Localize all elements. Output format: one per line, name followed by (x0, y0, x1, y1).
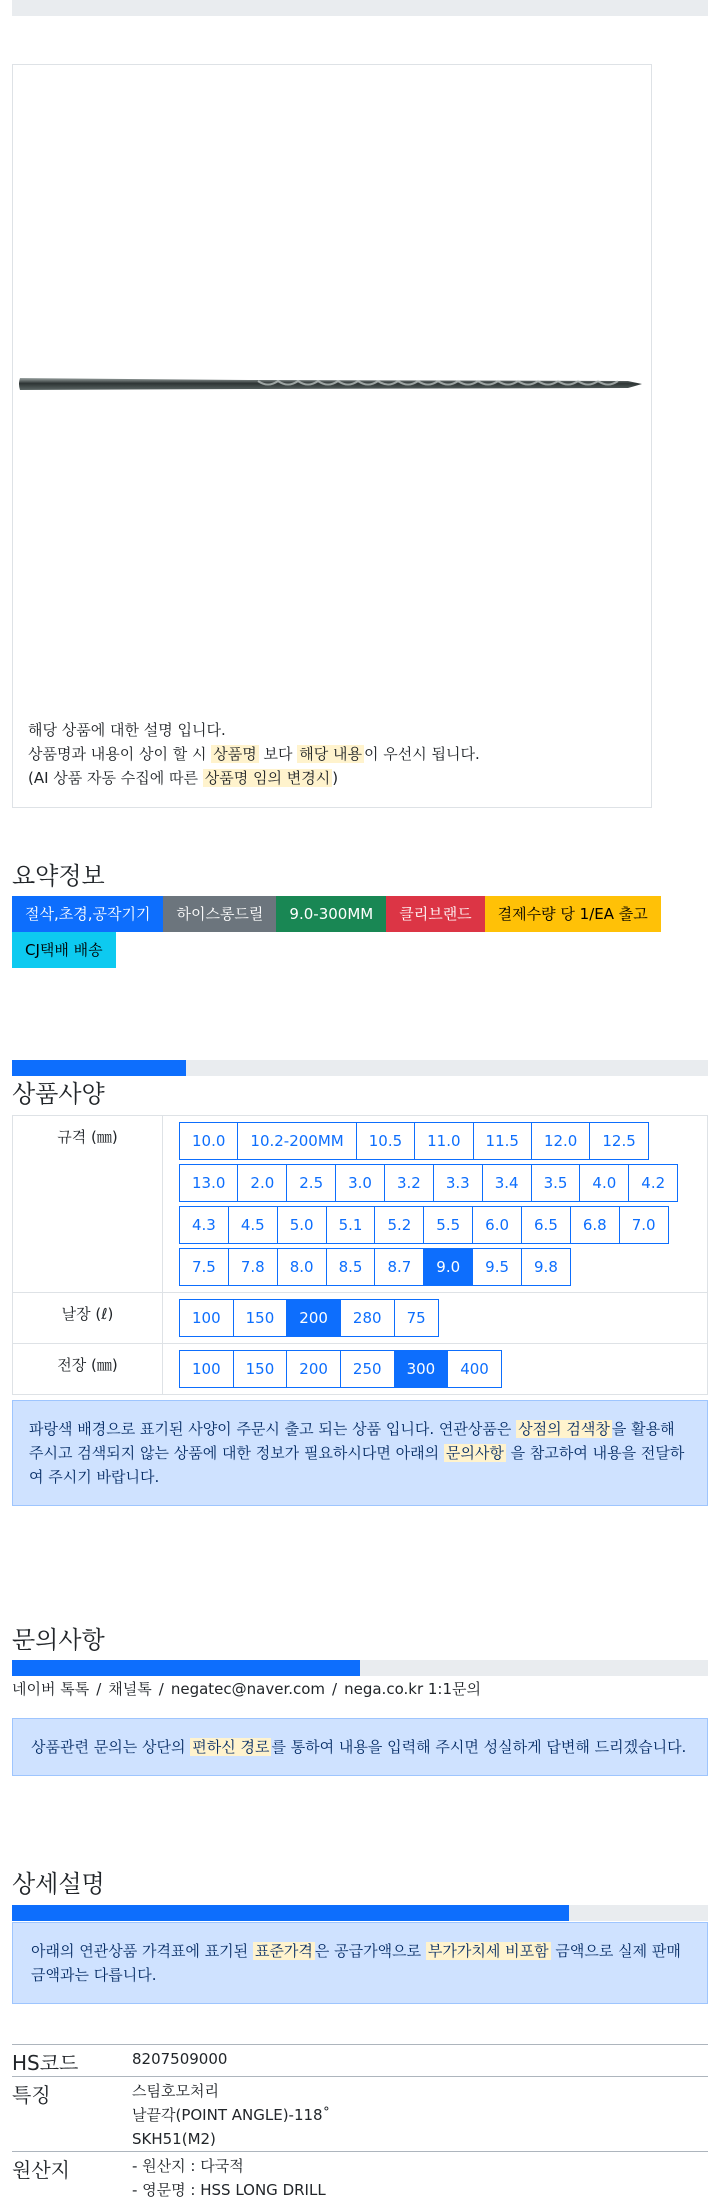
spec-row (13, 1293, 708, 1344)
alert-text: 를 통하여 내용을 입력해 주시면 성실하게 답변해 드리겠습니다. (271, 1738, 687, 1756)
summary-badges (12, 896, 708, 968)
spec-option-row (179, 1297, 707, 1339)
inquiry-contacts (12, 1678, 481, 1699)
spec-option-button[interactable]: 12.0 (531, 1122, 590, 1160)
notice-text: 상품명과 내용이 상이 할 시 (28, 745, 212, 763)
spec-option-button[interactable]: 3.4 (482, 1164, 532, 1202)
spec-option-button[interactable]: 3.5 (531, 1164, 581, 1202)
spec-option-button[interactable]: 3.2 (384, 1164, 434, 1202)
info-value-line: 날끝각(POINT ANGLE)-118˚ (132, 2106, 331, 2124)
spec-option-button[interactable]: 10.5 (356, 1122, 415, 1160)
spec-option-button[interactable]: 150 (233, 1299, 288, 1337)
spec-option-row (179, 1162, 707, 1204)
detail-alert (12, 1922, 708, 2004)
spec-row-label: 전장 (㎜) (13, 1344, 163, 1395)
summary-badge: CJ택배 배송 (12, 932, 116, 968)
summary-badge: 클리브랜드 (386, 896, 484, 932)
product-image-drill (18, 372, 644, 396)
spec-option-button[interactable]: 4.2 (628, 1164, 678, 1202)
inquiry-title: 문의사항 (12, 1626, 105, 1654)
spec-option-button[interactable]: 300 (394, 1350, 449, 1388)
detail-progress (12, 1905, 708, 1921)
info-value (132, 2077, 330, 2151)
spec-option-row (179, 1246, 707, 1288)
contact-link[interactable]: 채널톡 (108, 1680, 152, 1698)
spec-option-button[interactable]: 8.5 (326, 1248, 376, 1286)
alert-highlight-search: 상점의 검색창 (518, 1420, 610, 1438)
spec-option-button[interactable]: 10.0 (179, 1122, 238, 1160)
summary-badge: 절삭,초경,공작기기 (12, 896, 163, 932)
spec-option-button[interactable]: 5.0 (277, 1206, 327, 1244)
summary-badge: 9.0-300MM (276, 896, 386, 932)
spec-alert (12, 1400, 708, 1506)
spec-option-button[interactable]: 100 (179, 1299, 234, 1337)
summary-title: 요약정보 (12, 862, 105, 890)
info-value-line: - 원산지 : 다국적 (132, 2157, 244, 2175)
product-image-frame (12, 64, 652, 808)
spec-option-button[interactable]: 4.5 (228, 1206, 278, 1244)
spec-option-button[interactable]: 200 (286, 1350, 341, 1388)
info-key: 원산지 (12, 2158, 70, 2182)
product-notice (28, 718, 480, 790)
info-key: HS코드 (12, 2051, 79, 2075)
spec-option-button[interactable]: 9.0 (423, 1248, 473, 1286)
notice-text: ) (332, 769, 339, 787)
contact-separator: / (332, 1680, 338, 1698)
info-value-line: - 영문명 : HSS LONG DRILL (132, 2181, 326, 2199)
spec-option-button[interactable]: 8.0 (277, 1248, 327, 1286)
spec-option-button[interactable]: 11.5 (473, 1122, 532, 1160)
contact-separator: / (158, 1680, 164, 1698)
spec-option-button[interactable]: 8.7 (374, 1248, 424, 1286)
contact-link[interactable]: nega.co.kr 1:1문의 (344, 1680, 481, 1698)
spec-option-button[interactable]: 13.0 (179, 1164, 238, 1202)
spec-option-button[interactable]: 200 (286, 1299, 341, 1337)
info-key: 특징 (12, 2083, 51, 2107)
spec-title: 상품사양 (12, 1080, 105, 1108)
info-row (12, 2044, 708, 2076)
notice-highlight-name-change: 상품명 임의 변경시 (204, 769, 331, 787)
notice-text: 이 우선시 됩니다. (363, 745, 480, 763)
info-row (12, 2076, 708, 2151)
spec-option-button[interactable]: 7.8 (228, 1248, 278, 1286)
alert-highlight-inquiry: 문의사항 (445, 1444, 504, 1462)
contact-link[interactable]: negatec@naver.com (170, 1680, 326, 1698)
spec-option-button[interactable]: 6.5 (521, 1206, 571, 1244)
spec-row (13, 1116, 708, 1293)
notice-line-1: 해당 상품에 대한 설명 입니다. (28, 721, 226, 739)
notice-highlight-content: 해당 내용 (299, 745, 362, 763)
alert-text: 을 활용해 주시고 검색되지 않는 상품에 대한 정보가 필요하시다면 아래의 (29, 1420, 675, 1462)
spec-table (12, 1115, 708, 1395)
spec-option-button[interactable]: 9.5 (472, 1248, 522, 1286)
alert-text: 아래의 연관상품 가격표에 표기된 (31, 1942, 253, 1960)
spec-option-button[interactable]: 2.0 (237, 1164, 287, 1202)
spec-option-button[interactable]: 11.0 (414, 1122, 473, 1160)
spec-row-label: 규격 (㎜) (13, 1116, 163, 1293)
spec-row-options (163, 1344, 708, 1395)
spec-option-button[interactable]: 100 (179, 1350, 234, 1388)
inquiry-progress (12, 1660, 708, 1676)
spec-option-button[interactable]: 5.1 (326, 1206, 376, 1244)
spec-option-button[interactable]: 250 (340, 1350, 395, 1388)
spec-option-button[interactable]: 12.5 (589, 1122, 648, 1160)
spec-option-button[interactable]: 3.3 (433, 1164, 483, 1202)
info-value (132, 2045, 227, 2076)
spec-option-button[interactable]: 4.3 (179, 1206, 229, 1244)
alert-highlight-vat: 부가가치세 비포함 (427, 1942, 549, 1960)
inquiry-progress-fill (12, 1660, 360, 1676)
spec-row-label: 날장 (ℓ) (13, 1293, 163, 1344)
spec-option-button[interactable]: 6.8 (570, 1206, 620, 1244)
spec-option-button[interactable]: 6.0 (472, 1206, 522, 1244)
alert-text: 파랑색 배경으로 표기된 사양이 주문시 출고 되는 상품 입니다. 연관상품은 (29, 1420, 517, 1438)
spec-option-button[interactable]: 10.2-200MM (237, 1122, 356, 1160)
spec-row-options (163, 1293, 708, 1344)
spec-option-button[interactable]: 2.5 (286, 1164, 336, 1202)
info-value-line: 스팀호모처리 (132, 2082, 219, 2100)
alert-text: 은 공급가액으로 (314, 1942, 426, 1960)
spec-row (13, 1344, 708, 1395)
spec-progress (12, 1060, 708, 1076)
alert-highlight-route: 편하신 경로 (192, 1738, 270, 1756)
notice-line-2 (28, 742, 480, 766)
alert-text: 금액으로 실제 판매금액과는 다릅니다. (31, 1942, 681, 1984)
spec-option-button[interactable]: 400 (447, 1350, 502, 1388)
spec-option-row (179, 1120, 707, 1162)
spec-option-button[interactable]: 9.8 (521, 1248, 571, 1286)
spec-option-button[interactable]: 7.5 (179, 1248, 229, 1286)
info-value-line: 8207509000 (132, 2050, 228, 2068)
spec-option-button[interactable]: 4.0 (579, 1164, 629, 1202)
top-progress-bar (12, 0, 708, 16)
spec-option-button[interactable]: 5.2 (374, 1206, 424, 1244)
detail-title: 상세설명 (12, 1870, 105, 1898)
spec-option-row (179, 1204, 707, 1246)
spec-option-row (179, 1348, 707, 1390)
info-value (132, 2152, 326, 2202)
info-row (12, 2151, 708, 2202)
notice-text: (AI 상품 자동 수집에 따른 (28, 769, 203, 787)
spec-option-button[interactable]: 280 (340, 1299, 395, 1337)
detail-progress-fill (12, 1905, 569, 1921)
info-value-line: SKH51(M2) (132, 2130, 216, 2148)
spec-option-button[interactable]: 75 (394, 1299, 439, 1337)
alert-highlight-price: 표준가격 (254, 1942, 313, 1960)
notice-line-3 (28, 766, 480, 790)
inquiry-alert (12, 1718, 708, 1776)
alert-text: 을 참고하여 내용을 전달하여 주시기 바랍니다. (29, 1444, 685, 1486)
alert-text: 상품관련 문의는 상단의 (31, 1738, 191, 1756)
spec-row-options (163, 1116, 708, 1293)
contact-link[interactable]: 네이버 톡톡 (12, 1680, 90, 1698)
product-info-table (12, 2044, 708, 2202)
summary-badge: 하이스롱드릴 (163, 896, 276, 932)
notice-text: 보다 (258, 745, 298, 763)
spec-option-button[interactable]: 3.0 (335, 1164, 385, 1202)
notice-highlight-product-name: 상품명 (213, 745, 257, 763)
spec-option-button[interactable]: 150 (233, 1350, 288, 1388)
spec-option-button[interactable]: 7.0 (619, 1206, 669, 1244)
spec-option-button[interactable]: 5.5 (423, 1206, 473, 1244)
contact-separator: / (96, 1680, 102, 1698)
summary-badge: 결제수량 당 1/EA 출고 (485, 896, 661, 932)
